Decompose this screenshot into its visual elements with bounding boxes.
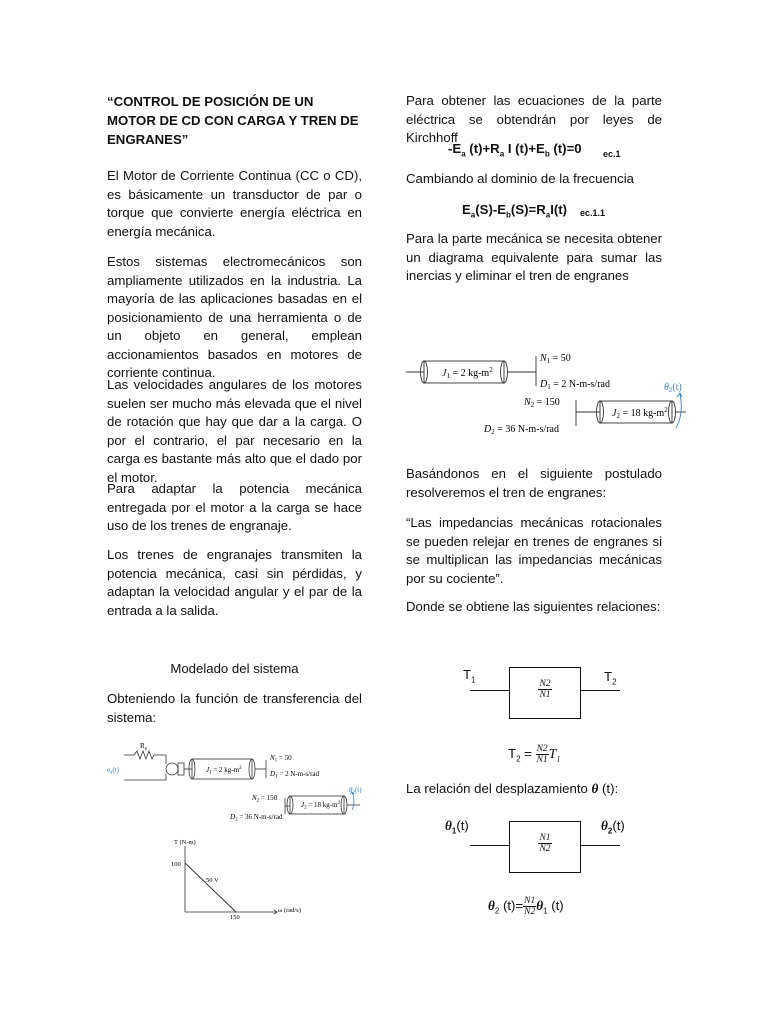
right-j1-label: $J_1 = 2$ $kg-m^2$ <box>442 366 493 380</box>
left-column <box>107 92 362 149</box>
eq2-part-d: I(t) <box>550 202 568 217</box>
eq1-part-c: I (t)+E <box>504 141 545 156</box>
right-paragraph-2 <box>406 170 662 189</box>
relation-displacement: $\theta_2$ (t)= $\frac{N1}{N2}$ $\theta_1$ (t) <box>488 896 564 917</box>
paragraph-block-2 <box>107 253 362 383</box>
paragraph-transfer-function: Obteniendo la función de transferencia del sistema: <box>107 691 362 725</box>
plot-line-label: 50 V <box>206 877 219 884</box>
eq2-part-c: (S)=R <box>510 202 546 217</box>
paragraph-electromechanical: Estos sistemas electromecánicos son ampliamente utilizados en la industria. La mayoría de las aplicaciones basadas en el posicionamiento de una herramienta o de un objeto en general, emplean accionamientos basados en motores de corriente continua. <box>107 254 362 380</box>
eq2-sub-c: a <box>545 210 551 220</box>
right-d1-label: $D_1 = 2$ N-m-s/rad <box>540 379 610 391</box>
mechanical-gear-diagram <box>404 346 689 436</box>
torque-speed-plot <box>168 836 318 920</box>
paragraph-postulate-intro: Basándonos en el siguiente postulado resolveremos el tren de engranes: <box>406 466 662 500</box>
block1-fraction: $\frac{N2}{N1}$ <box>539 679 551 700</box>
eq1-sub-a: a <box>461 149 466 159</box>
right-n1-label: $N_1 = 50$ <box>540 353 571 365</box>
paragraph-gear-trains: Para adaptar la potencia mecánica entregada por el motor a la carga se hace uso de los trenes de engranaje. <box>107 481 362 533</box>
relation-torque: $T_2$ = $\frac{N2}{N1}$ $T_1$ <box>508 744 561 765</box>
j1-label: $J_1 = 2$ $kg-m^2$ <box>206 766 242 776</box>
block1-output-line <box>580 690 620 691</box>
paragraph-block-4 <box>107 480 362 536</box>
block2-input-label: $\theta_1(t)$ <box>445 818 469 836</box>
paragraph-postulate-quote: “Las impedancias mecánicas rotacionales se pueden relejar en trenes de engranes si se multiplican las impedancias mecánicas por su cociente”. <box>406 515 662 586</box>
eq1-sub-c: b <box>544 149 550 159</box>
block1-transfer-box <box>509 667 581 719</box>
equation-ec1 <box>448 141 582 159</box>
section-title: Modelado del sistema <box>170 661 299 676</box>
equation-tag-ec1-1: ec.1.1 <box>580 208 606 218</box>
plot-ylabel: T (N-m) <box>174 839 196 846</box>
n2-label: $N_2 = 150$ <box>252 794 278 804</box>
intro-paragraph <box>107 167 362 241</box>
section-heading-block <box>107 660 362 679</box>
eq1-sub-b: a <box>499 149 505 159</box>
block2-output-line <box>580 845 620 846</box>
eq1-part-d: (t)=0 <box>549 141 582 156</box>
d1-label: $D_1 = 2$ N-m-s/rad <box>270 770 320 780</box>
block1-input-line <box>470 690 510 691</box>
theta2-label: $\theta_2(t)$ <box>349 786 362 796</box>
right-paragraph-5 <box>406 514 662 588</box>
eq2-part-a: E <box>462 202 471 217</box>
n1-label: $N_1 = 50$ <box>270 754 292 764</box>
plot-y-tick: 100 <box>171 861 181 868</box>
paragraph-motor-definition: El Motor de Corriente Continua (CC o CD), es básicamente un transductor de par o torque que convierte energía eléctrica en energía mecánica. <box>107 168 362 239</box>
ra-label: $R_a$ <box>140 742 147 752</box>
plot-x-tick: 150 <box>230 914 240 920</box>
right-paragraph-6 <box>406 598 662 617</box>
d2-label: $D_2 = 36$ N-m-s/rad <box>230 813 283 823</box>
paragraph-angular-speeds: Las velocidades angulares de los motores suelen ser mucho más elevada que el nivel de rotación que hay que dar a la carga. O por el contrario, el par necesario en la carga es bastante más alto que el dado por el motor. <box>107 377 362 485</box>
paragraph-displacement: La relación del desplazamiento θ (t): <box>406 781 619 796</box>
eq2-sub-a: a <box>470 210 476 220</box>
right-j2-label: $J_2 = 18$ $kg-m^2$ <box>612 406 668 420</box>
right-paragraph-4 <box>406 465 662 502</box>
document-title: “CONTROL DE POSICIÓN DE UN MOTOR DE CD CON CARGA Y TREN DE ENGRANES” <box>107 94 359 147</box>
paragraph-block-6 <box>107 690 362 727</box>
paragraph-relations: Donde se obtiene las siguientes relaciones: <box>406 599 661 614</box>
right-paragraph-3 <box>406 230 662 286</box>
block1-output-label: $T_2$ <box>604 669 617 687</box>
eq1-part-b: (t)+R <box>465 141 500 156</box>
right-d2-label: $D_2 = 36$ N-m-s/rad <box>484 424 559 436</box>
paragraph-frequency-domain: Cambiando al dominio de la frecuencia <box>406 171 634 186</box>
block1-input-label: $T_1$ <box>463 667 476 685</box>
plot-xlabel: ω (rad/s) <box>278 907 301 914</box>
eq2-part-b: (S)-E <box>475 202 507 217</box>
equation-tag-ec1: ec.1 <box>603 149 621 159</box>
block2-fraction: $\frac{N1}{N2}$ <box>539 833 551 854</box>
ea-label: $e_a(t)$ <box>107 766 119 776</box>
equation-ec1-1 <box>462 202 567 220</box>
right-n2-label: $N_2 = 150$ <box>524 397 560 409</box>
block2-output-label: $\theta_2(t)$ <box>601 818 625 836</box>
paragraph-block-5 <box>107 546 362 620</box>
eq1-part-a: -E <box>448 141 462 156</box>
right-paragraph-1 <box>406 92 662 148</box>
block2-transfer-box <box>509 821 581 873</box>
motor-circuit-diagram <box>104 736 366 824</box>
block2-input-line <box>470 845 510 846</box>
eq2-sub-b: b <box>506 210 511 220</box>
paragraph-gear-transmit: Los trenes de engranajes transmiten la potencia mecánica, casi sin pérdidas, y adaptan la velocidad angular y el par de la entrada a la salida. <box>107 547 362 618</box>
paragraph-mechanical-part: Para la parte mecánica se necesita obtener un diagrama equivalente para sumar las inercias y eliminar el tren de engranes <box>406 231 662 283</box>
paragraph-electrical-part: Para obtener las ecuaciones de la parte eléctrica se obtendrán por leyes de Kirchhoff <box>406 93 662 145</box>
right-theta2-label: $\theta_2(t)$ <box>664 382 682 394</box>
paragraph-block-3 <box>107 376 362 487</box>
j2-label: $J_2 = 18$ $kg-m^2$ <box>301 801 341 811</box>
